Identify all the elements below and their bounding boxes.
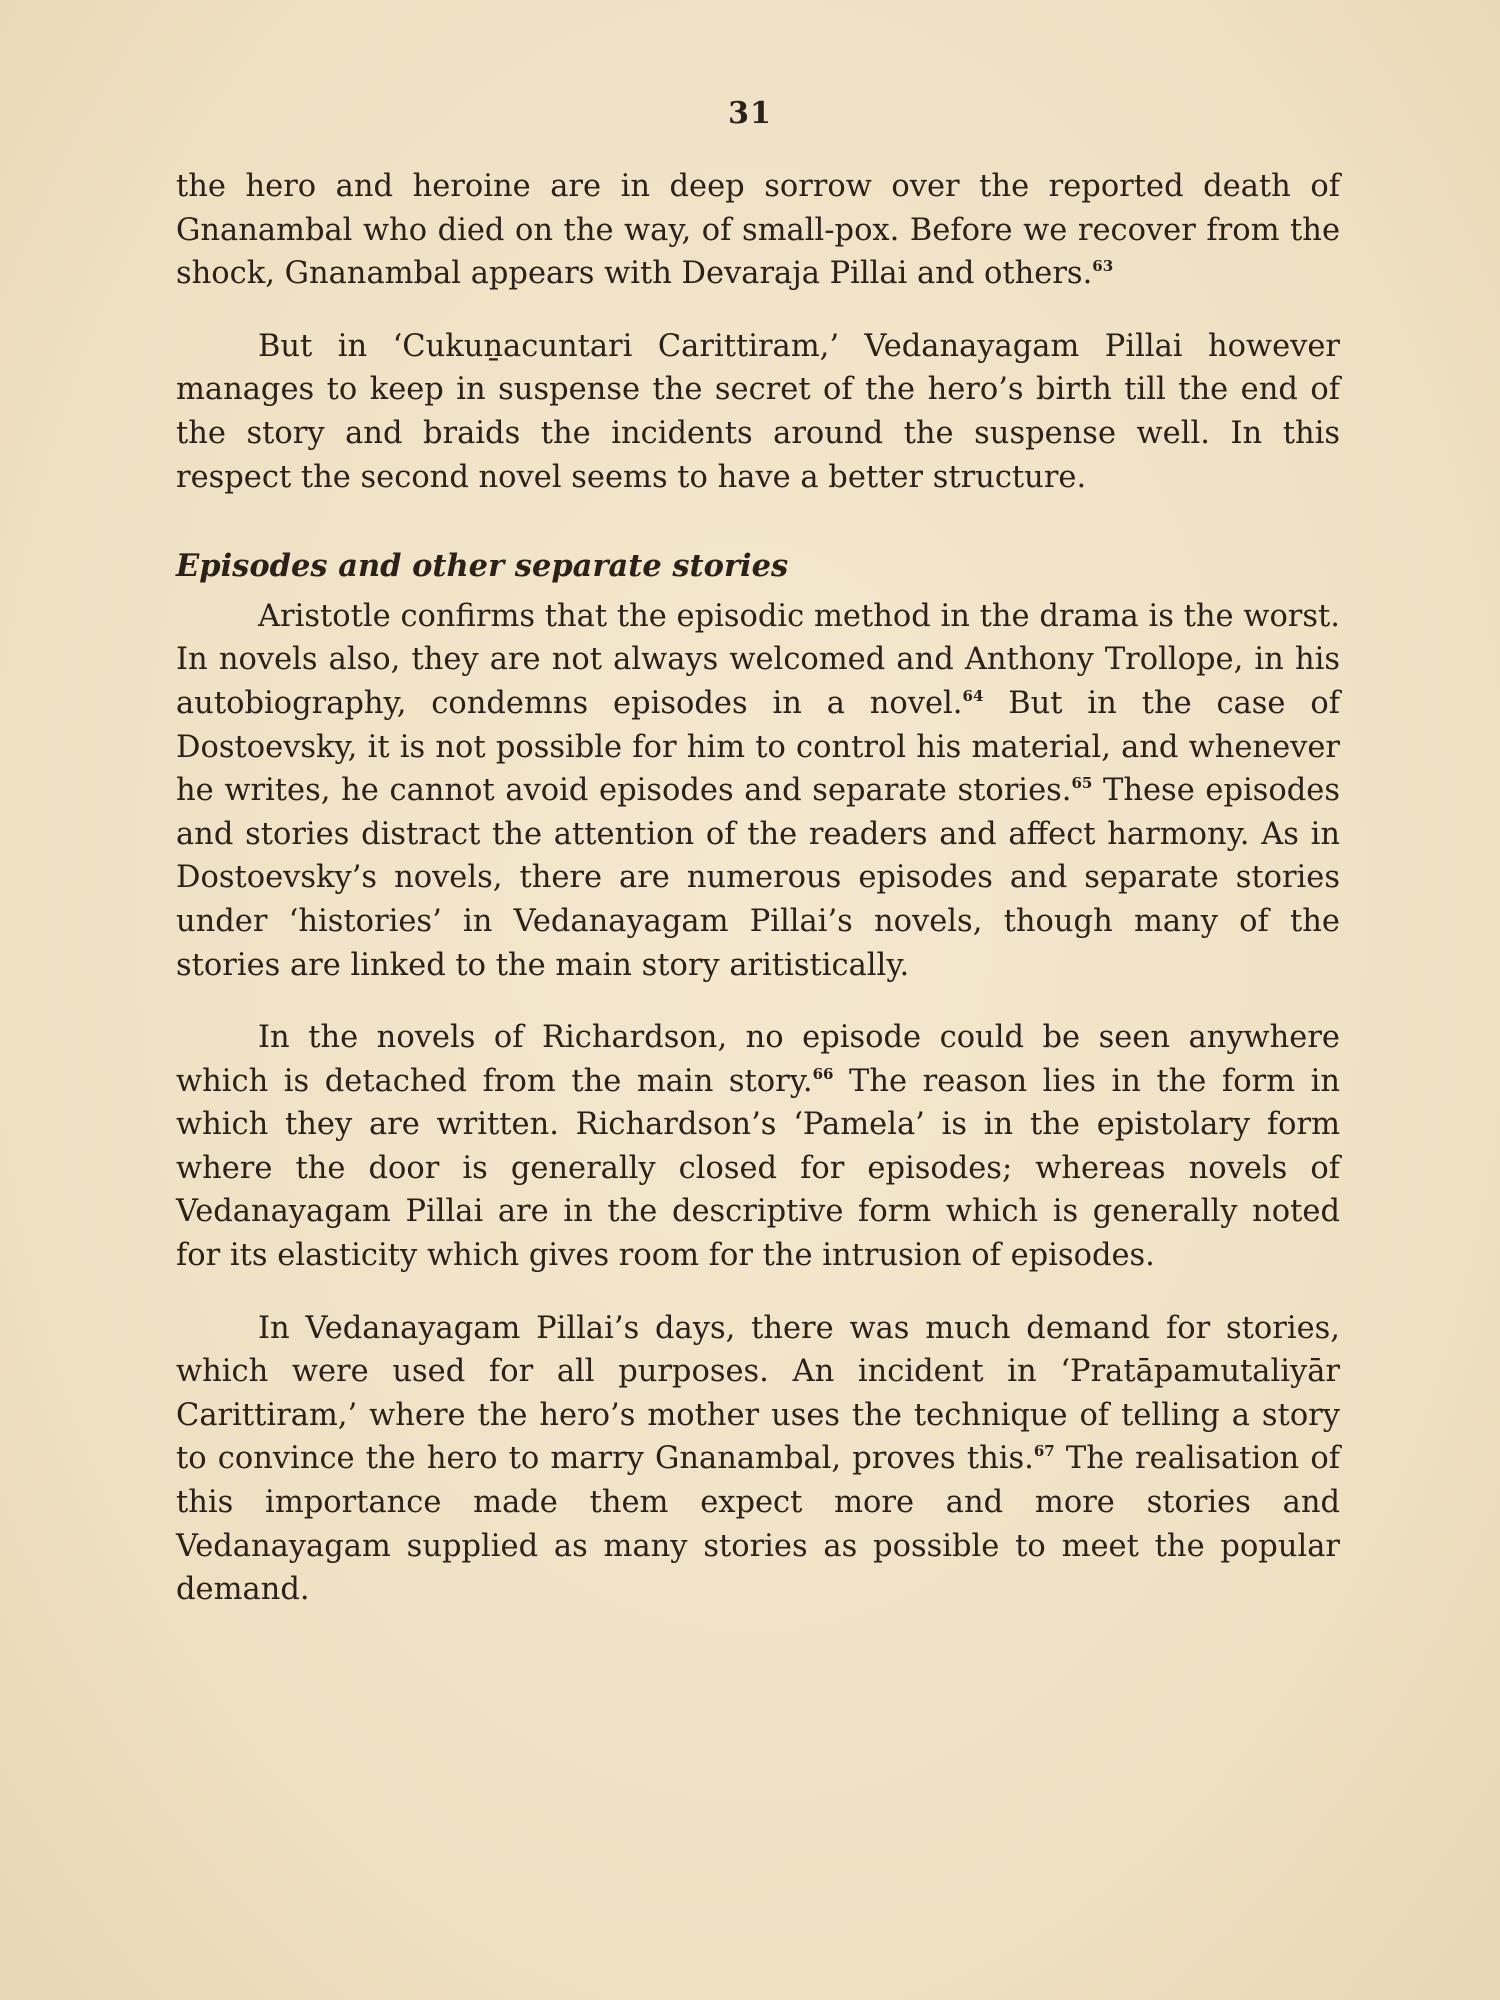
section-heading: Episodes and other separate stories <box>176 548 789 585</box>
paragraph-1 <box>176 165 1340 296</box>
paragraph-3 <box>176 595 1340 987</box>
paragraph-text: But in ‘Cukuṉacuntari Carittiram,’ Vedanayagam Pillai however manages to keep in suspense the secret of the hero’s birth till the end of the story and braids the incidents around the suspense well. In this respect the second novel seems to have a better structure. <box>176 328 1340 495</box>
paragraph-text: But in the case of Dostoevsky, it is not possible for him to control his material, and whenever he writes, he cannot avoid episodes and separate stories. <box>176 685 1340 809</box>
paragraph-5 <box>176 1307 1340 1612</box>
paragraph-4 <box>176 1016 1340 1278</box>
paragraph-text: the hero and heroine are in deep sorrow over the reported death of Gnanambal who died on the way, of small-pox. Before we recover from the shock, Gnanambal appears with Devaraja Pillai and others. <box>176 169 1340 292</box>
footnote-ref-67: 67 <box>1033 1442 1055 1461</box>
page-number: 31 <box>728 96 772 131</box>
page-body <box>176 165 1340 1612</box>
paragraph-text: In the novels of Richardson, no episode could be seen anywhere which is detached from the main story. <box>176 1020 1340 1099</box>
paragraph-text: The realisation of this importance made them expect more and more stories and Vedanayagam supplied as many stories as possible to meet the popular demand. <box>176 1441 1340 1608</box>
footnote-ref-64: 64 <box>962 686 984 705</box>
paragraph-text: Aristotle confirms that the episodic method in the drama is the worst. In novels also, they are not always welcomed and Anthony Trollope, in his autobiography, condemns episodes in a novel. <box>176 598 1340 721</box>
paragraph-2 <box>176 325 1340 499</box>
footnote-ref-66: 66 <box>812 1064 834 1083</box>
footnote-ref-63: 63 <box>1092 257 1114 276</box>
paragraph-text: These episodes and stories distract the attention of the readers and affect harmony. As in Dostoevsky’s novels, there are numerous episodes and separate stories under ‘histories’ in Vedanayagam Pillai’s novels, though many of the stories are linked to the main story aritistically. <box>176 773 1340 983</box>
paragraph-text: The reason lies in the form in which they are written. Richardson’s ‘Pamela’ is in the epistolary form where the door is generally closed for episodes; whereas novels of Vedanayagam Pillai are in the descriptive form which is generally noted for its elasticity which gives room for the intrusion of episodes. <box>176 1063 1341 1274</box>
paragraph-text: In Vedanayagam Pillai’s days, there was much demand for stories, which were used for all purposes. An incident in ‘Pratāpamutaliyār Carittiram,’ where the hero’s mother uses the technique of telling a story to convince the hero to marry Gnanambal, proves this. <box>176 1310 1340 1477</box>
footnote-ref-65: 65 <box>1071 774 1093 793</box>
